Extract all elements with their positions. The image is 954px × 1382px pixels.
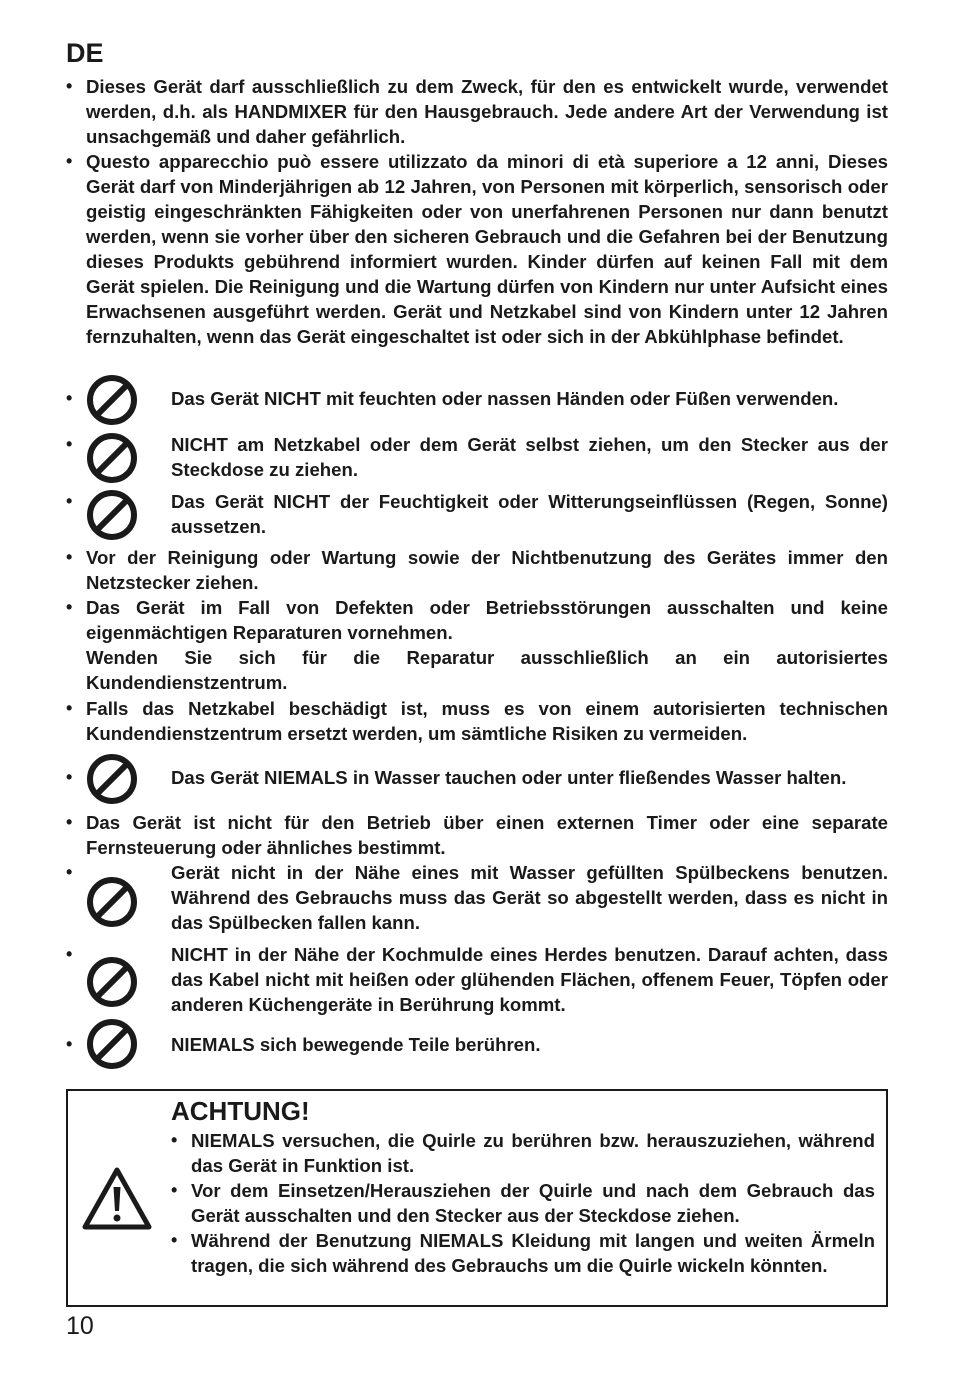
list-item xyxy=(66,696,888,746)
list-item-text: NIEMALS sich bewegende Teile berühren. xyxy=(171,1034,541,1055)
bullet: • xyxy=(66,862,73,882)
list-item xyxy=(66,386,888,438)
bullet: • xyxy=(66,388,73,408)
bullet: • xyxy=(66,151,73,171)
list-item-subtext: Wenden Sie sich für die Reparatur ausschließlich an ein autorisiertes Kundendienstzentrum. xyxy=(86,647,888,693)
list-item xyxy=(66,942,888,1017)
bullet: • xyxy=(66,76,73,96)
bullet: • xyxy=(171,1180,178,1200)
list-item-text: Falls das Netzkabel beschädigt ist, muss es von einem autorisierten technischen Kundendienstzentrum ersetzt werden, um sämtliche Risiken zu vermeiden. xyxy=(86,698,888,744)
prohibition-icon xyxy=(86,1018,138,1070)
list-item-text: Questo apparecchio può essere utilizzato da minori di età superiore a 12 anni, Dieses Gerät darf von Minderjährigen ab 12 Jahren, von Personen mit körperlich, sensorisch oder geistig eingeschränkten Fähigkeiten oder von unerfahrenen Personen nur dann benutzt werden, wenn sie vorher über den sicheren Gebrauch und die Gefahren bei der Benutzung dieses Produkts gebührend informiert wurden. Kinder dürfen auf keinen Fall mit dem Gerät spielen. Die Reinigung und die Wartung dürfen von Kindern nur unter Aufsicht eines Erwachsenen ausgeführt werden. Gerät und Netzkabel sind von Kindern unter 12 Jahren fernzuhalten, wenn das Gerät eingeschaltet ist oder sich in der Abkühlphase befindet. xyxy=(86,151,888,347)
list-item xyxy=(66,810,888,860)
language-heading: DE xyxy=(66,38,104,68)
bullet: • xyxy=(66,767,73,787)
list-item xyxy=(66,860,888,935)
list-item-text: Das Gerät NIEMALS in Wasser tauchen oder unter fließendes Wasser halten. xyxy=(171,767,847,788)
warning-item xyxy=(171,1228,875,1278)
prohibition-icon xyxy=(86,876,138,928)
page-number: 10 xyxy=(66,1312,94,1340)
list-item xyxy=(66,149,888,349)
list-item-text: NICHT in der Nähe der Kochmulde eines Herdes benutzen. Darauf achten, dass das Kabel nicht mit heißen oder glühenden Flächen, offenem Feuer, Töpfen oder anderen Küchengeräte in Berührung kommt. xyxy=(171,944,888,1015)
list-item-text: Vor der Reinigung oder Wartung sowie der Nichtbenutzung des Gerätes immer den Netzstecker ziehen. xyxy=(86,547,888,593)
list-item-text: Das Gerät NICHT mit feuchten oder nassen Händen oder Füßen verwenden. xyxy=(171,388,839,409)
prohibition-icon xyxy=(86,489,138,541)
warning-item-text: Vor dem Einsetzen/Herausziehen der Quirle und nach dem Gebrauch das Gerät ausschalten und den Stecker aus der Steckdose ziehen. xyxy=(191,1180,875,1226)
bullet: • xyxy=(171,1130,178,1150)
list-item xyxy=(66,489,888,541)
warning-item xyxy=(171,1178,875,1228)
list-item-text: Das Gerät im Fall von Defekten oder Betriebsstörungen ausschalten und keine eigenmächtigen Reparaturen vornehmen. xyxy=(86,597,888,643)
list-item xyxy=(66,74,888,149)
list-item xyxy=(66,1032,888,1084)
list-item xyxy=(66,595,888,695)
list-item-text: Gerät nicht in der Nähe eines mit Wasser gefüllten Spülbeckens benutzen. Während des Gebrauchs muss das Gerät so abgestellt werden, dass es nicht in das Spülbecken fallen kann. xyxy=(171,862,888,933)
bullet: • xyxy=(66,434,73,454)
warning-item xyxy=(171,1128,875,1178)
prohibition-icon xyxy=(86,432,138,484)
warning-triangle-icon xyxy=(80,1165,154,1233)
bullet: • xyxy=(66,944,73,964)
warning-item-text: Während der Benutzung NIEMALS Kleidung mit langen und weiten Ärmeln tragen, die sich während des Gebrauchs um die Quirle wickeln könnten. xyxy=(191,1230,875,1276)
warning-item-text: NIEMALS versuchen, die Quirle zu berühren bzw. herauszuziehen, während das Gerät in Funktion ist. xyxy=(191,1130,875,1176)
warning-box xyxy=(66,1089,888,1307)
list-item-text: Dieses Gerät darf ausschließlich zu dem Zweck, für den es entwickelt wurde, verwendet werden, d.h. als HANDMIXER für den Hausgebrauch. Jede andere Art der Verwendung ist unsachgemäß und daher gefährlich. xyxy=(86,76,888,147)
bullet: • xyxy=(66,597,73,617)
bullet: • xyxy=(66,1034,73,1054)
prohibition-icon xyxy=(86,374,138,426)
bullet: • xyxy=(171,1230,178,1250)
prohibition-icon xyxy=(86,753,138,805)
bullet: • xyxy=(66,547,73,567)
bullet: • xyxy=(66,491,73,511)
list-item-text: Das Gerät ist nicht für den Betrieb über einen externen Timer oder eine separate Fernsteuerung oder ähnliches bestimmt. xyxy=(86,812,888,858)
prohibition-icon xyxy=(86,956,138,1008)
list-item-text: NICHT am Netzkabel oder dem Gerät selbst ziehen, um den Stecker aus der Steckdose zu ziehen. xyxy=(171,434,888,480)
list-item xyxy=(66,432,888,484)
bullet: • xyxy=(66,812,73,832)
bullet: • xyxy=(66,698,73,718)
list-item-text: Das Gerät NICHT der Feuchtigkeit oder Witterungseinflüssen (Regen, Sonne) aussetzen. xyxy=(171,491,888,537)
warning-title: ACHTUNG! xyxy=(171,1096,310,1126)
list-item xyxy=(66,545,888,595)
